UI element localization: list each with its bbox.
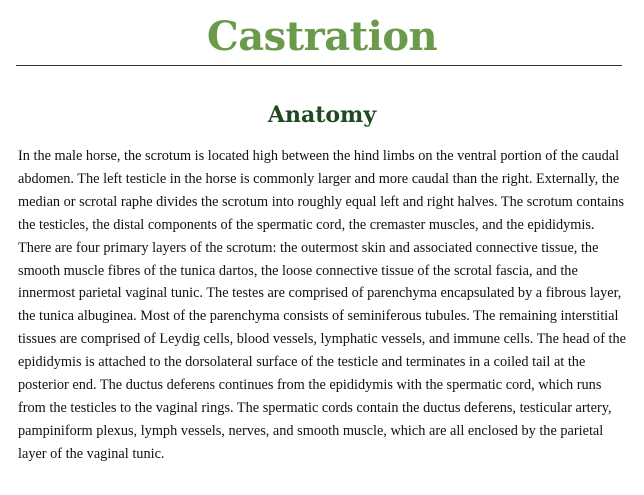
body-paragraph: In the male horse, the scrotum is located high between the hind limbs on the ventral portion of the caudal abdomen. The left testicle in the horse is commonly larger and more caudal than the right. Externally, the median or scrotal raphe divides the scrotum into roughly equal left and right halves. The scrotum contains the testicles, the distal components of the spermatic cord, the cremaster muscles, and the epididymis. There are four primary layers of the scrotum: the outermost skin and associated connective tissue, the smooth muscle fibres of the tunica dartos, the loose connective tissue of the scrotal fascia, and the innermost parietal vaginal tunic. The testes are comprised of parenchyma encapsulated by a fibrous layer, the tunica albuginea. Most of the parenchyma consists of seminiferous tubules. The remaining interstitial tissues are comprised of Leydig cells, blood vessels, lymphatic vessels, and immune cells. The head of the epididymis is attached to the dorsolateral surface of the testicle and terminates in a coiled tail at the posterior end. The ductus deferens continues from the epididymis with the spermatic cord, which runs from the testicles to the vaginal rings. The spermatic cords contain the ductus deferens, testicular artery, pampiniform plexus, lymph vessels, nerves, and smooth muscle, which are all enclosed by the parietal layer of the vaginal tunic. <box>18 148 627 462</box>
title-divider <box>16 65 622 66</box>
page-title: Castration <box>206 13 438 60</box>
section-heading: Anatomy <box>267 102 377 128</box>
